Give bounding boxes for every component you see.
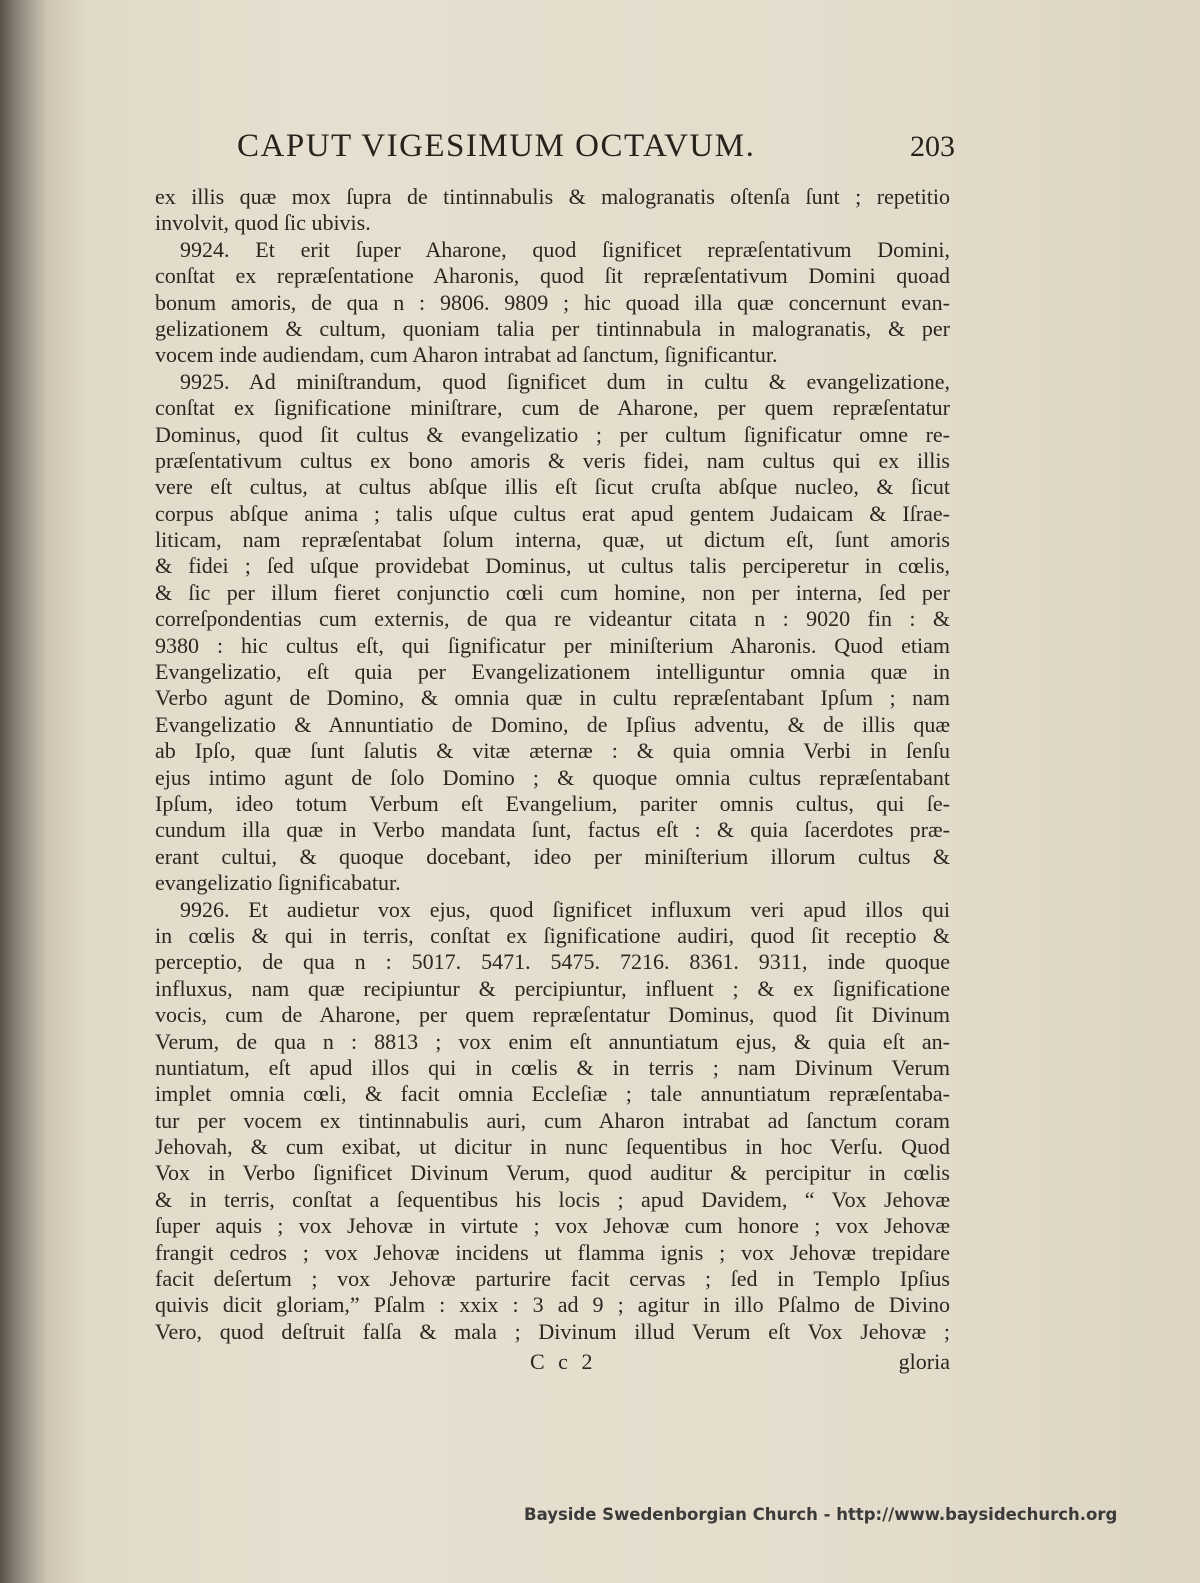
paragraph-9926-start: 9926. Et audietur vox ejus, quod ſignificet influxum veri apud illos qui [180,896,950,922]
text-line: Evangelizatio & Annuntiatio de Domino, de Ipſius adventu, & de illis quæ [155,711,950,737]
page-footer [155,1349,950,1377]
text-line: gelizationem & cultum, quoniam talia per tintinnabula in malogranatis, & per [155,315,950,341]
paragraph-9925-start: 9925. Ad miniſtrandum, quod ſignificet dum in cultu & evangelizatione, [180,368,950,394]
paragraph-9924-start: 9924. Et erit ſuper Aharone, quod ſignificet repræſentativum Domini, [180,236,950,262]
text-line: correſpondentias cum externis, de qua re videantur citata n : 9020 fin : & [155,606,950,632]
text-line: conſtat ex repræſentatione Aharonis, quod ſit repræſentativum Domini quoad [155,263,950,289]
text-line: Dominus, quod ſit cultus & evangelizatio ; per cultum ſignificatur omne re- [155,421,950,447]
text-line: ejus intimo agunt de ſolo Domino ; & quoque omnia cultus repræſentabant [155,764,950,790]
text-line: & ſic per illum fieret conjunctio cœli cum homine, non per interna, ſed per [155,579,950,605]
text-line: & fidei ; ſed uſque providebat Dominus, ut cultus talis perciperetur in cœlis, [155,553,950,579]
text-line: implet omnia cœli, & facit omnia Eccleſiæ ; tale annuntiatum repræſentaba- [155,1081,950,1107]
text-line: vocem inde audiendam, cum Aharon intrabat ad ſanctum, ſignificantur. [155,342,778,368]
body-text [155,184,950,1345]
text-line: corpus abſque anima ; talis uſque cultus erat apud gentem Judaicam & Iſrae- [155,500,950,526]
text-line: influxus, nam quæ recipiuntur & percipiuntur, influent ; & ex ſignificatione [155,975,950,1001]
text-line: ſuper aquis ; vox Jehovæ in virtute ; vox Jehovæ cum honore ; vox Jehovæ [155,1213,950,1239]
text-line: tur per vocem ex tintinnabulis auri, cum Aharon intrabat ad ſanctum coram [155,1107,950,1133]
text-line: & in terris, conſtat a ſequentibus his locis ; apud Davidem, “ Vox Jehovæ [155,1186,950,1212]
text-line: ab Ipſo, quæ ſunt ſalutis & vitæ æternæ : & quia omnia Verbi in ſenſu [155,738,950,764]
text-line: ex illis quæ mox ſupra de tintinnabulis & malogranatis oſtenſa ſunt ; repetitio [155,184,950,209]
text-line: 9380 : hic cultus eſt, qui ſignificatur per miniſterium Aharonis. Quod etiam [155,632,950,658]
running-title: CAPUT VIGESIMUM OCTAVUM. [237,128,756,164]
text-line: Vero, quod deſtruit falſa & mala ; Divinum illud Verum eſt Vox Jehovæ ; [155,1318,950,1344]
text-line: Vox in Verbo ſignificet Divinum Verum, quod auditur & percipitur in cœlis [155,1160,950,1186]
text-line: Evangelizatio, eſt quia per Evangelizationem intelliguntur omnia quæ in [155,659,950,685]
catchword: gloria [898,1349,950,1374]
text-line: præſentativum cultus ex bono amoris & veris fidei, nam cultus qui ex illis [155,447,950,473]
text-line: erant cultui, & quoque docebant, ideo per miniſterium illorum cultus & [155,843,950,869]
text-line: involvit, quod ſic ubivis. [155,210,371,236]
text-line: liticam, nam repræſentabat ſolum interna, quæ, ut dictum eſt, ſunt amoris [155,527,950,553]
page-number: 203 [910,130,955,163]
text-line: cundum illa quæ in Verbo mandata ſunt, factus eſt : & quia ſacerdotes præ- [155,817,950,843]
signature-mark: C c 2 [530,1349,597,1374]
text-line: Jehovah, & cum exibat, ut dicitur in nunc ſequentibus in hoc Verſu. Quod [155,1134,950,1160]
text-line: frangit cedros ; vox Jehovæ incidens ut flamma ignis ; vox Jehovæ trepidare [155,1239,950,1265]
text-line: Verum, de qua n : 8813 ; vox enim eſt annuntiatum ejus, & quia eſt an- [155,1028,950,1054]
text-line: bonum amoris, de qua n : 9806. 9809 ; hic quoad illa quæ concernunt evan- [155,289,950,315]
text-line: vocis, cum de Aharone, per quem repræſentatur Dominus, quod ſit Divinum [155,1002,950,1028]
text-line: facit deſertum ; vox Jehovæ parturire facit cervas ; ſed in Templo Ipſius [155,1266,950,1292]
text-line: nuntiatum, eſt apud illos qui in cœlis & in terris ; nam Divinum Verum [155,1054,950,1080]
text-line: Verbo agunt de Domino, & omnia quæ in cultu repræſentabant Ipſum ; nam [155,685,950,711]
text-line: conſtat ex ſignificatione miniſtrare, cum de Aharone, per quem repræſentatur [155,395,950,421]
text-line: perceptio, de qua n : 5017. 5471. 5475. 7216. 8361. 9311, inde quoque [155,949,950,975]
text-line: evangelizatio ſignificabatur. [155,870,401,896]
text-line: in cœlis & qui in terris, conſtat ex ſignificatione audiri, quod ſit receptio & [155,922,950,948]
watermark-credit: Bayside Swedenborgian Church - http://www.baysidechurch.org [524,1505,1118,1524]
text-line: vere eſt cultus, at cultus abſque illis eſt ſicut cruſta abſque nucleo, & ſicut [155,474,950,500]
page-header [155,128,955,178]
text-line: quivis dicit gloriam,” Pſalm : xxix : 3 ad 9 ; agitur in illo Pſalmo de Divino [155,1292,950,1318]
text-line: Ipſum, ideo totum Verbum eſt Evangelium, pariter omnis cultus, qui ſe- [155,790,950,816]
